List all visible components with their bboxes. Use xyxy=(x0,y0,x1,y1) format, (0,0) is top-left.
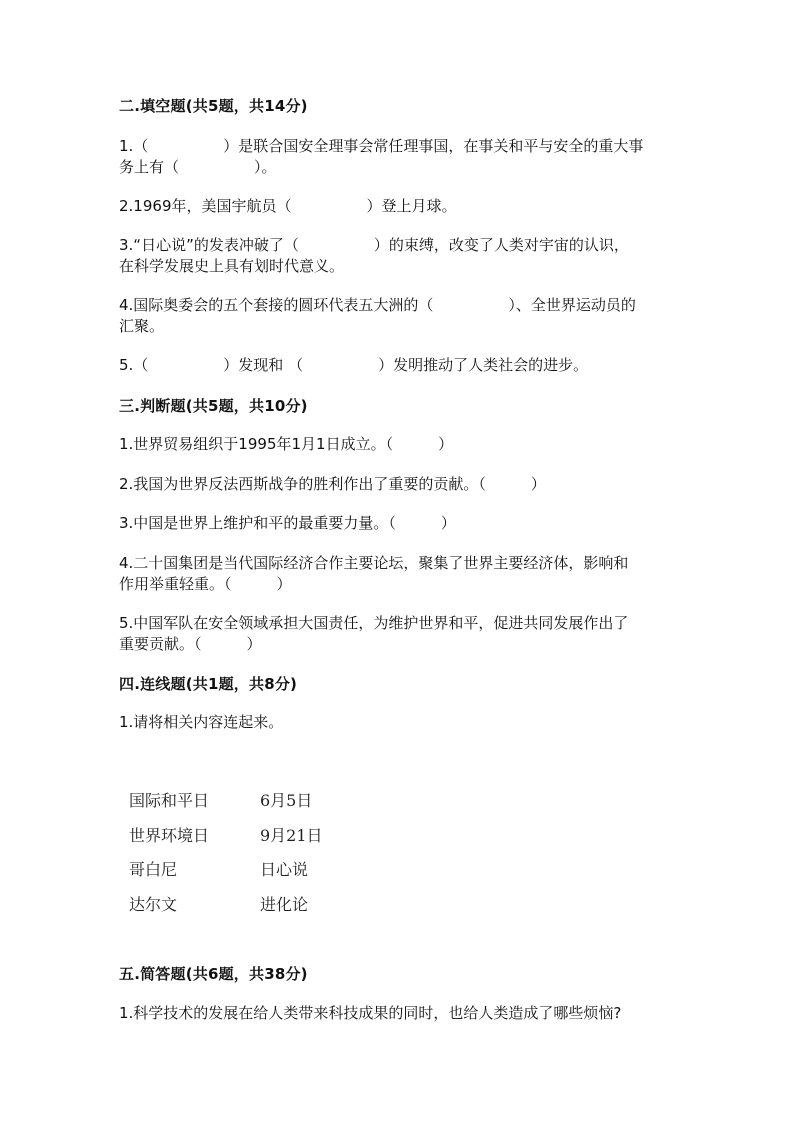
question-text-line: 汇聚。 xyxy=(119,317,165,335)
fill-blank-question-5 xyxy=(119,355,679,376)
matching-left-item: 国际和平日 xyxy=(129,791,210,810)
judgment-question-1 xyxy=(119,434,679,455)
matching-right-column xyxy=(260,784,323,922)
question-text-line: 1.（ ）是联合国安全理事会常任理事国，在事关和平与安全的重大事 xyxy=(119,137,644,155)
question-text-line: 在科学发展史上具有划时代意义。 xyxy=(119,257,345,275)
fill-blank-question-2 xyxy=(119,196,679,217)
matching-right-item: 日心说 xyxy=(260,860,309,879)
fill-blank-question-1 xyxy=(119,136,679,178)
section-title-judgment: 三.判断题(共5题，共10分) xyxy=(119,397,308,415)
section-title-short-answer: 五.简答题(共6题，共38分) xyxy=(119,965,308,983)
fill-blank-question-3 xyxy=(119,235,679,277)
matching-right-item: 进化论 xyxy=(260,894,309,914)
question-text-line: 1.世界贸易组织于1995年1月1日成立。（ ） xyxy=(119,435,454,453)
question-text-line: 3.“日心说”的发表冲破了（ ）的束缚，改变了人类对宇宙的认识， xyxy=(119,236,629,254)
judgment-question-3 xyxy=(119,513,679,534)
question-text-line: 2.我国为世界反法西斯战争的胜利作出了重要的贡献。（ ） xyxy=(119,475,546,493)
question-text-line: 1.科学技术的发展在给人类带来科技成果的同时，也给人类造成了哪些烦恼? xyxy=(119,1004,622,1022)
matching-left-item: 哥白尼 xyxy=(129,860,178,879)
question-text-line: 重要贡献。（ ） xyxy=(119,635,262,653)
question-text-line: 4.二十国集团是当代国际经济合作主要论坛，聚集了世界主要经济体，影响和 xyxy=(119,554,629,572)
judgment-question-4 xyxy=(119,553,679,595)
judgment-question-5 xyxy=(119,613,679,655)
judgment-question-2 xyxy=(119,474,679,495)
question-text-line: 3.中国是世界上维护和平的最重要力量。（ ） xyxy=(119,514,456,532)
question-text-line: 4.国际奥委会的五个套接的圆环代表五大洲的（ ）、全世界运动员的 xyxy=(119,296,636,314)
matching-left-column xyxy=(129,784,209,922)
section-title-matching: 四.连线题(共1题，共8分) xyxy=(119,675,298,693)
short-answer-question-1 xyxy=(119,1003,679,1024)
question-text-line: 作用举重轻重。（ ） xyxy=(119,575,292,593)
question-text-line: 2.1969年，美国宇航员（ ）登上月球。 xyxy=(119,197,457,215)
question-text-line: 1.请将相关内容连起来。 xyxy=(119,713,284,731)
matching-question-1 xyxy=(119,712,679,733)
fill-blank-question-4 xyxy=(119,295,679,337)
question-text-line: 5.中国军队在安全领域承担大国责任，为维护世界和平，促进共同发展作出了 xyxy=(119,614,629,632)
section-title-fill-blank: 二.填空题(共5题，共14分) xyxy=(119,97,308,115)
question-text-line: 务上有（ ）。 xyxy=(119,158,277,176)
matching-right-item: 6月5日 xyxy=(260,791,313,810)
question-text-line: 5.（ ）发现和 （ ）发明推动了人类社会的进步。 xyxy=(119,356,589,374)
matching-left-item: 达尔文 xyxy=(129,894,178,914)
matching-left-item: 世界环境日 xyxy=(129,825,210,845)
matching-right-item: 9月21日 xyxy=(260,825,323,845)
